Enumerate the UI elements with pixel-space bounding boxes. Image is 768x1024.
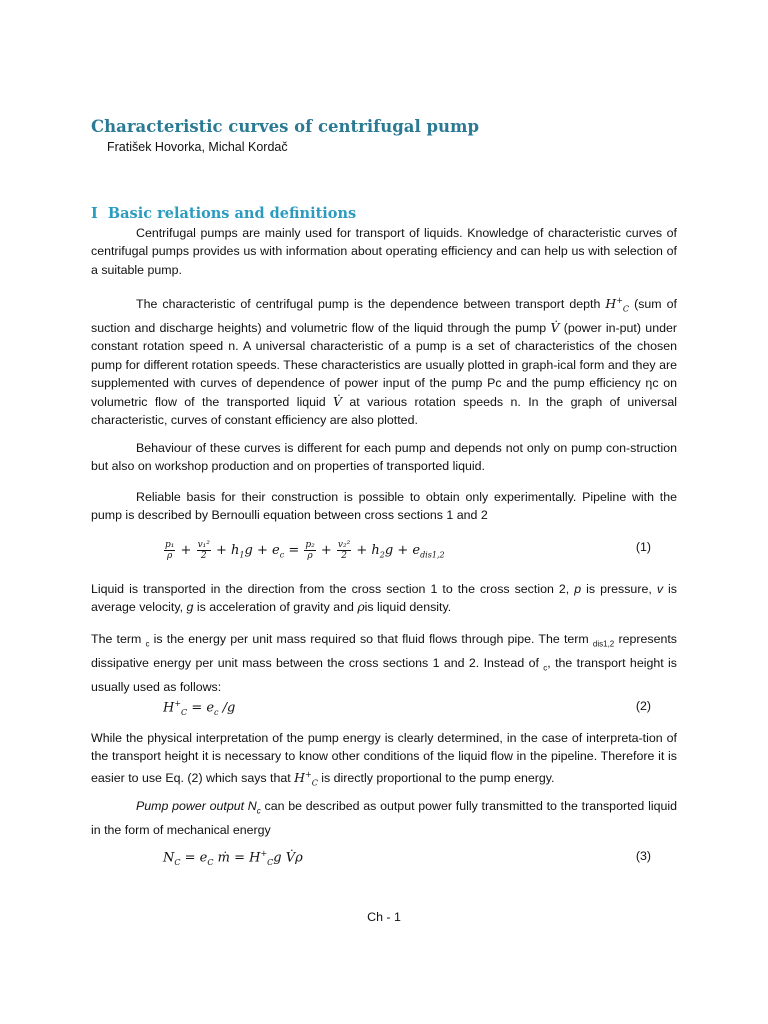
section-heading xyxy=(91,205,356,222)
paragraph-7: While the physical interpretation of the pump energy is clearly determined, in the case of interpreta-tion of the transport height it is necessary to know other conditions of the liquid flow in the pipeline. Therefore it is easier to use Eq. (2) which says that $H^+_C$ is directly proportional to the pump energy. xyxy=(91,731,677,788)
paragraph-2: The characteristic of centrifugal pump is the dependence between transport depth $H^+_C$ (sum of suction and discharge heights) and volumetric flow of the liquid through the pump V̇ (power in-put) under constant rotation speed n. A universal characteristic of a pump is a set of characteristics of the chosen pump for different rotation speeds. These characteristics are usually plotted in graph-ical form and they are supplemented with curves of dependence of power input of the pump Pc and the pump efficiency ηc on volumetric flow of the transported liquid V̇ at various rotation speeds n. In the graph of universal characteristic, curves of constant efficiency are also plotted. xyxy=(91,296,677,428)
authors: Fratišek Hovorka, Michal Kordač xyxy=(107,140,288,154)
pump-power-equation: $N_C = e_C$ ṁ = $H^+_Cg$ V̇ρ xyxy=(163,849,303,867)
equation-1 xyxy=(91,540,651,564)
paragraph-8: Pump power output $N_c$ can be described as output power fully transmitted to the transported liquid in the form of mechanical energy xyxy=(91,799,677,837)
equation-2 xyxy=(91,699,651,723)
page-footer: Ch - 1 xyxy=(367,910,401,924)
paragraph-4: Reliable basis for their construction is possible to obtain only experimentally. Pipeline with the pump is described by Bernoulli equation between cross sections 1 and 2 xyxy=(91,490,677,523)
bernoulli-equation: $\frac{\text{p₁}}{\rho}$ + $\frac{\text{v₁²}}{2}$ + $h_1g + e_c$ = $\frac{\text{p₂}}{\rho}$ + $\frac{\text{v₂²}}{2}$ + $h_2g + e_{dis1,2}$ xyxy=(165,540,445,561)
equation-number-1: (1) xyxy=(635,540,651,554)
section-title-text: Basic relations and definitions xyxy=(107,205,357,222)
paragraph-6: The term $_c$ is the energy per unit mass required so that fluid flows through pipe. The term $_{dis1,2}$ represents dissipative energy per unit mass between the cross sections 1 and 2. Instead of $_c$, the transport height is usually used as follows: xyxy=(91,632,677,694)
paragraph-3: Behaviour of these curves is different for each pump and depends not only on pump con-struction but also on workshop production and on properties of transported liquid. xyxy=(91,441,677,474)
equation-number-2: (2) xyxy=(635,699,651,713)
equation-3 xyxy=(91,849,651,873)
paragraph-1: Centrifugal pumps are mainly used for transport of liquids. Knowledge of characteristic curves of centrifugal pumps provides us with information about operating efficiency and can help us with selection of a suitable pump. xyxy=(91,226,677,277)
transport-height-equation: $H^+_C = e_c$ /g xyxy=(163,699,236,717)
paragraph-5: Liquid is transported in the direction from the cross section 1 to the cross section 2, p is pressure, v is average velocity, g is acceleration of gravity and ρis liquid density. xyxy=(91,582,677,615)
equation-number-3: (3) xyxy=(635,849,651,863)
section-number: I xyxy=(91,205,98,222)
document-title: Characteristic curves of centrifugal pump xyxy=(91,117,479,136)
